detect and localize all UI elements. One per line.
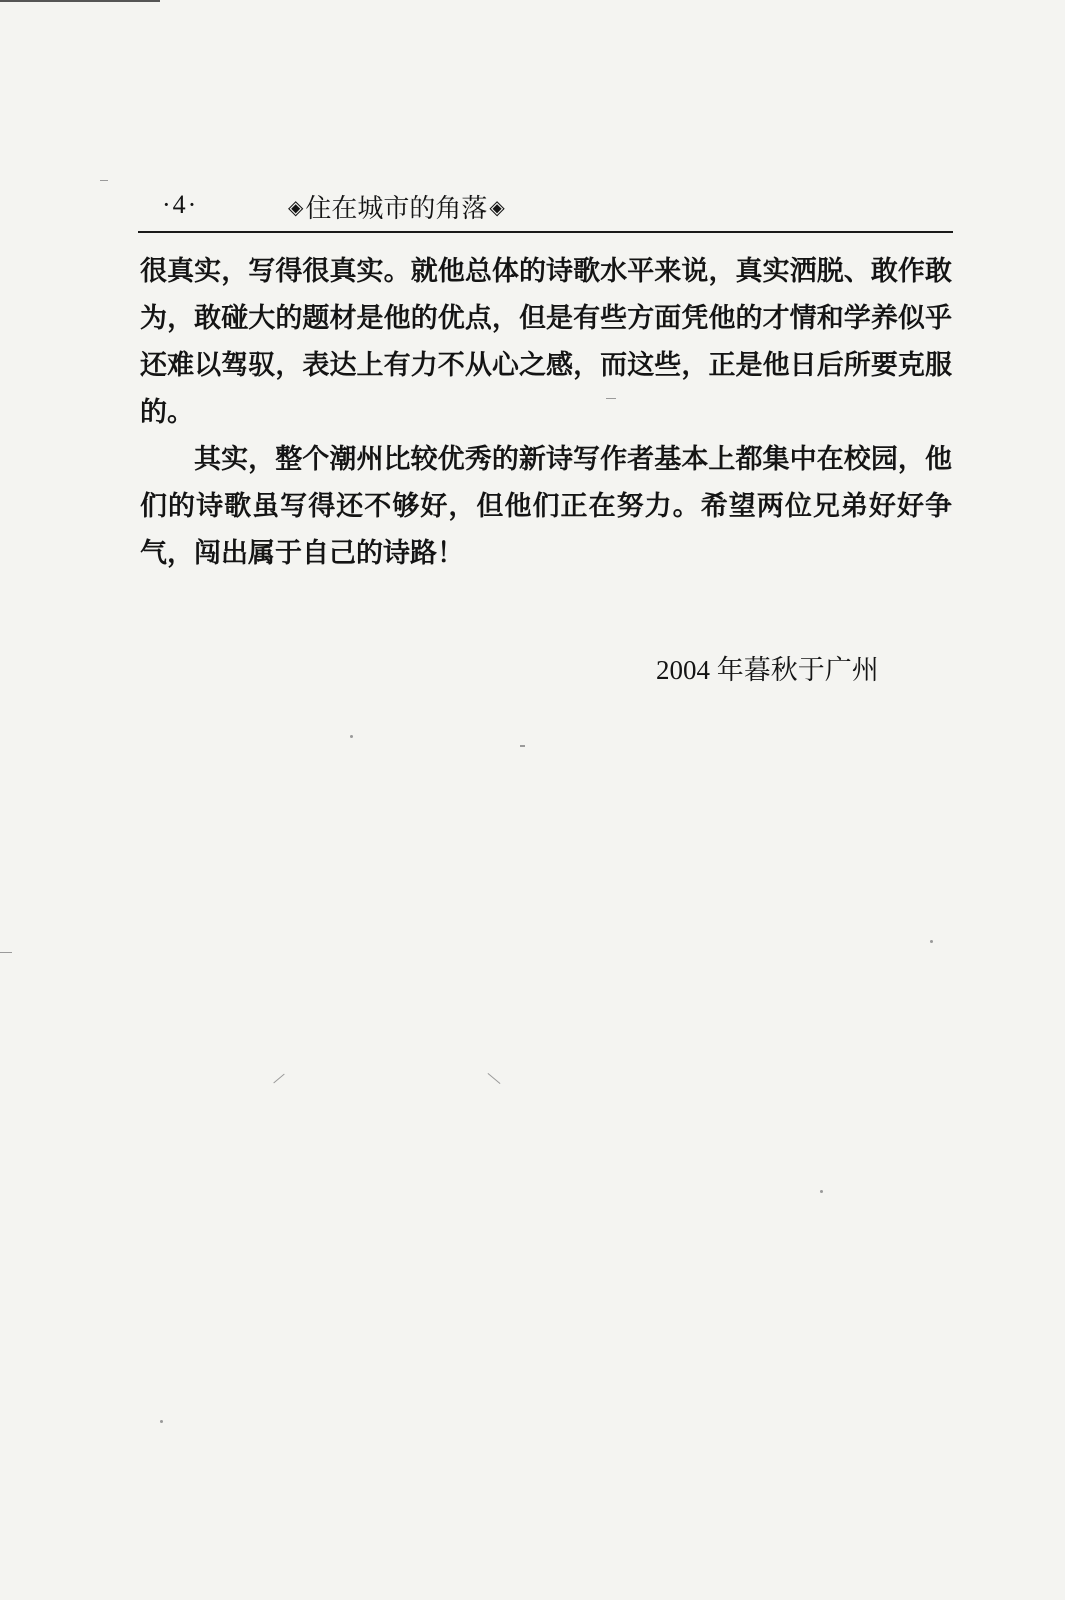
scan-speck xyxy=(0,952,12,953)
page-number: ·4· xyxy=(162,190,199,219)
scan-speck xyxy=(100,180,108,181)
running-title: 住在城市的角落 xyxy=(305,194,488,224)
scan-speck xyxy=(488,1073,501,1084)
date-signoff: 2004 年暮秋于广州 xyxy=(656,655,879,685)
scan-speck xyxy=(350,735,353,738)
scan-speck xyxy=(930,940,933,943)
paragraph: 其实，整个潮州比较优秀的新诗写作者基本上都集中在校园，他们的诗歌虽写得还不够好，但他们正在努力。希望两位兄弟好好争气，闯出属于自己的诗路！ xyxy=(140,444,952,569)
scan-edge xyxy=(0,0,160,2)
diamond-ornament-icon: ◈ xyxy=(288,194,304,219)
header-rule xyxy=(138,231,953,233)
scan-speck xyxy=(160,1420,163,1423)
diamond-ornament-icon: ◈ xyxy=(489,194,505,219)
scan-speck xyxy=(820,1190,823,1193)
body-text xyxy=(140,248,952,577)
running-title-group xyxy=(286,188,507,225)
scan-speck xyxy=(273,1074,284,1084)
page-header xyxy=(140,186,952,226)
paragraph-continued: 很真实，写得很真实。就他总体的诗歌水平来说，真实洒脱、敢作敢为，敢碰大的题材是他的优点，但是有些方面凭他的才情和学养似乎还难以驾驭，表达上有力不从心之感，而这些，正是他日后所要克服的。 xyxy=(140,256,952,428)
scan-speck xyxy=(520,745,525,747)
scan-speck xyxy=(606,398,616,399)
